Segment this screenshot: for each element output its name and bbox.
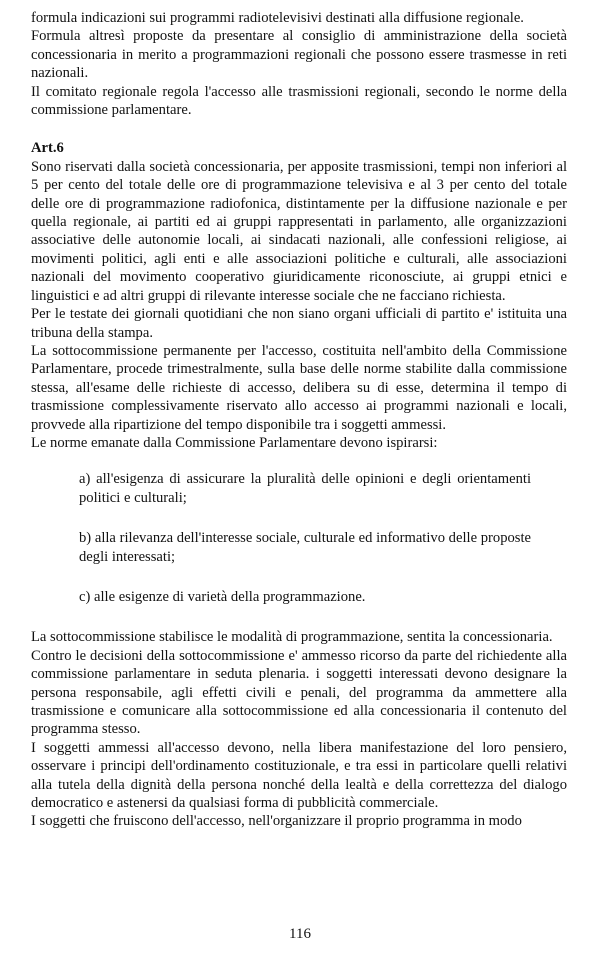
article-heading: Art.6 (31, 140, 64, 157)
document-page (31, 9, 567, 831)
paragraph: I soggetti che fruiscono dell'accesso, nell'organizzare il proprio programma in modo (31, 813, 522, 830)
paragraph: I soggetti ammessi all'accesso devono, nella libera manifestazione del loro pensiero, osservare i principi dell'ordinamento costituzionale, e tra essi in particolare quelli relativi alla tutela della dignità della persona nonché della lealtà e della correttezza del dialogo democratico e astenersi da qualsiasi forma di pubblicità commerciale. (31, 739, 567, 812)
principles-list (31, 470, 567, 606)
paragraph: Contro le decisioni della sottocommissione e' ammesso ricorso da parte del richiedente alla commissione parlamentare in seduta plenaria. i soggetti interessati devono designare la persona responsabile, agli effetti civili e penali, del programma da ammettere alla trasmissione e comunicare alla sottocommissione ed alla concessionaria il contenuto del programma stesso. (31, 647, 567, 738)
paragraph: formula indicazioni sui programmi radiotelevisivi destinati alla diffusione regionale. (31, 10, 524, 26)
list-item: b) alla rilevanza dell'interesse sociale, culturale ed informativo delle proposte degli interessati; (79, 530, 531, 565)
paragraph: La sottocommissione permanente per l'accesso, costituita nell'ambito della Commissione Parlamentare, procede trimestralmente, sulla base delle norme stabilite dalla commissione stessa, all'esame delle richieste di accesso, delibera su di esse, determina il tempo di trasmissione complessivamente riservato allo accesso ai programmi nazionali e locali, provvede alla ripartizione del tempo disponibile tra i soggetti ammessi. (31, 342, 567, 433)
paragraph: Per le testate dei giornali quotidiani che non siano organi ufficiali di partito e' istituita una tribuna della stampa. (31, 306, 567, 341)
paragraph: La sottocommissione stabilisce le modalità di programmazione, sentita la concessionaria. (31, 629, 553, 646)
list-item: c) alle esigenze di varietà della programmazione. (79, 588, 366, 605)
paragraph: Le norme emanate dalla Commissione Parlamentare devono ispirarsi: (31, 434, 438, 451)
list-item: a) all'esigenza di assicurare la pluralità delle opinioni e degli orientamenti politici e culturali; (79, 471, 531, 506)
paragraph: Il comitato regionale regola l'accesso alle trasmissioni regionali, secondo le norme della commissione parlamentare. (31, 83, 567, 119)
paragraph: Formula altresì proposte da presentare al consiglio di amministrazione della società concessionaria in merito a programmazioni regionali che possono essere trasmesse in reti nazionali. (31, 28, 567, 82)
paragraph: Sono riservati dalla società concessionaria, per apposite trasmissioni, tempi non inferiori al 5 per cento del totale delle ore di programmazione televisiva e al 3 per cento del totale delle ore di programmazione radiofonica, distintamente per la diffusione nazionale e per quella regionale, ai partiti ed ai gruppi rappresentati in parlamento, alle organizzazioni associative delle autonomie locali, ai sindacati nazionali, alle confessioni religiose, ai movimenti politici, agli enti e alle associazioni politiche e culturali, alle associazioni nazionali del movimento cooperativo giuridicamente riconosciute, ai gruppi etnici e linguistici e ad altri gruppi di rilevante interesse sociale che ne facciano richiesta. (31, 158, 567, 304)
page-number: 116 (289, 926, 311, 942)
